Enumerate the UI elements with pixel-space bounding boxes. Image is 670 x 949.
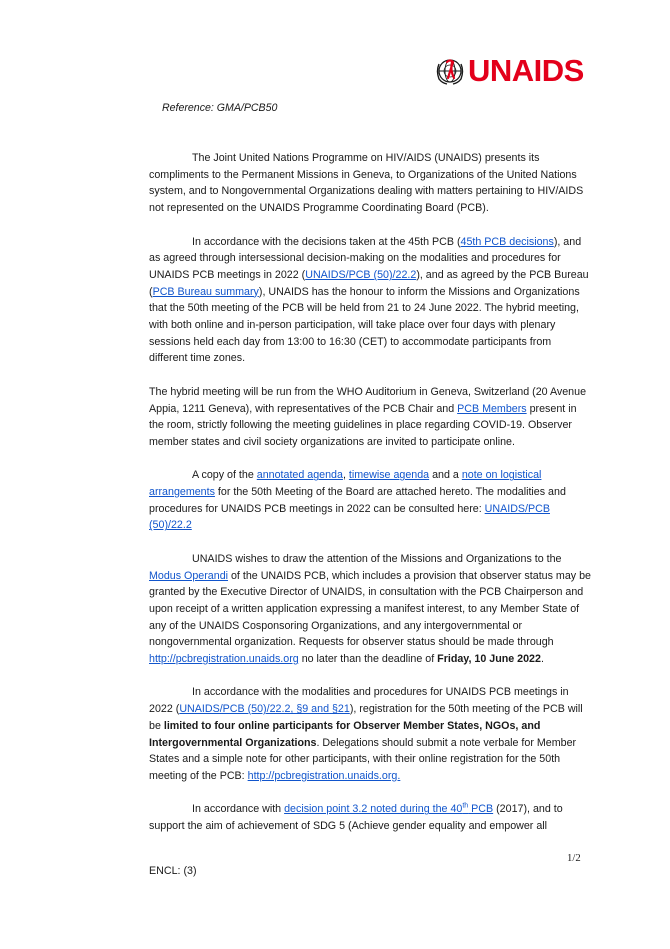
link-modus-operandi[interactable]: Modus Operandi bbox=[149, 569, 229, 582]
unaids-logo bbox=[435, 54, 584, 88]
paragraph-attachments: A copy of the annotated agenda, timewise agenda and a note on logistical arrangements for the 50th Meeting of the Board are attached hereto. The modalities and procedures for UNAIDS PCB meetings in 2022 can be consulted here: UNAIDS/PCB (50)/22.2 bbox=[149, 469, 566, 532]
un-emblem-icon bbox=[435, 56, 465, 86]
link-modalities-doc[interactable]: UNAIDS/PCB (50)/22.2 bbox=[149, 502, 550, 532]
link-logistical-note[interactable]: note on logistical arrangements bbox=[149, 469, 542, 499]
link-45th-pcb-decisions[interactable]: 45th PCB decisions bbox=[460, 235, 554, 248]
paragraph-registration-limits: In accordance with the modalities and procedures for UNAIDS PCB meetings in 2022 (UNAIDS/PCB (50)/22.2, §9 and §21), registration for the 50th meeting of the PCB will be limited to four online participants for Observer Member States, NGOs, and Intergovernmental Organizations. Delegations should submit a note verbale for Member States and a simple note for other participants, with their online registration for the 50th meeting of the PCB: http://pcbregistration.unaids.org. bbox=[149, 686, 583, 782]
link-pcb-registration-2[interactable]: http://pcbregistration.unaids.org. bbox=[247, 769, 401, 782]
link-unaids-pcb-50-22-2[interactable]: UNAIDS/PCB (50)/22.2 bbox=[305, 268, 417, 281]
link-pcb-members[interactable]: PCB Members bbox=[457, 402, 527, 415]
deadline-date: Friday, 10 June 2022 bbox=[437, 653, 541, 666]
link-annotated-agenda[interactable]: annotated agenda bbox=[256, 469, 343, 482]
link-timewise-agenda[interactable]: timewise agenda bbox=[348, 469, 430, 482]
logo-wordmark: UNAIDS bbox=[468, 53, 584, 88]
link-modalities-paragraphs[interactable]: UNAIDS/PCB (50)/22.2, §9 and §21 bbox=[179, 703, 350, 716]
paragraph-observer-status: UNAIDS wishes to draw the attention of the Missions and Organizations to the Modus Operandi of the UNAIDS PCB, which includes a provision that observer status may be granted by the Executive Director of UNAIDS, in consultation with the PCB Chairperson and upon receipt of a written application expressing a manifest interest, to any Member State of any of the UNAIDS Cosponsoring Organizations, and any intergovernmental or nongovernmental organization. Requests for observer status should be made through http://pcbregistration.unaids.org no later than the deadline of Friday, 10 June 2022. bbox=[149, 552, 591, 666]
enclosures-note: ENCL: (3) bbox=[149, 865, 197, 877]
link-decision-point-3-2[interactable]: decision point 3.2 noted during the 40th PCB bbox=[284, 802, 494, 816]
participant-limit: limited to four online participants for Observer Member States, NGOs, and Intergovernmental Organizations bbox=[149, 719, 541, 749]
paragraph-intro: The Joint United Nations Programme on HIV/AIDS (UNAIDS) presents its compliments to the Permanent Missions in Geneva, to Organizations of the United Nations system, and to Nongovernmental Organizations dealing with matters pertaining to HIV/AIDS not represented on the UNAIDS Programme Coordinating Board (PCB). bbox=[149, 152, 584, 215]
paragraph-gender-equality: In accordance with decision point 3.2 noted during the 40th PCB (2017), and to support the aim of achievement of SDG 5 (Achieve gender equality and empower all bbox=[149, 802, 563, 833]
page-number: 1/2 bbox=[567, 852, 581, 864]
link-pcb-registration[interactable]: http://pcbregistration.unaids.org bbox=[149, 653, 299, 666]
letter-body bbox=[149, 150, 591, 851]
reference-line: Reference: GMA/PCB50 bbox=[162, 102, 278, 114]
paragraph-decisions: In accordance with the decisions taken at the 45th PCB (45th PCB decisions), and as agreed through intersessional decision-making on the modalities and procedures for UNAIDS PCB meetings in 2022 (UNAIDS/PCB (50)/22.2), and as agreed by the PCB Bureau (PCB Bureau summary), UNAIDS has the honour to inform the Missions and Organizations that the 50th meeting of the PCB will be held from 21 to 24 June 2022. The hybrid meeting, with both online and in-person participation, will take place over four days with plenary sessions held each day from 13:00 to 16:30 (CET) to accommodate participants from different time zones. bbox=[149, 235, 589, 365]
paragraph-hybrid-meeting: The hybrid meeting will be run from the WHO Auditorium in Geneva, Switzerland (20 Avenue Appia, 1211 Geneva), with representatives of the PCB Chair and PCB Members present in the room, strictly following the meeting guidelines in place regarding COVID-19. Observer member states and civil society organizations are invited to participate online. bbox=[149, 385, 587, 448]
link-pcb-bureau-summary[interactable]: PCB Bureau summary bbox=[152, 285, 259, 298]
